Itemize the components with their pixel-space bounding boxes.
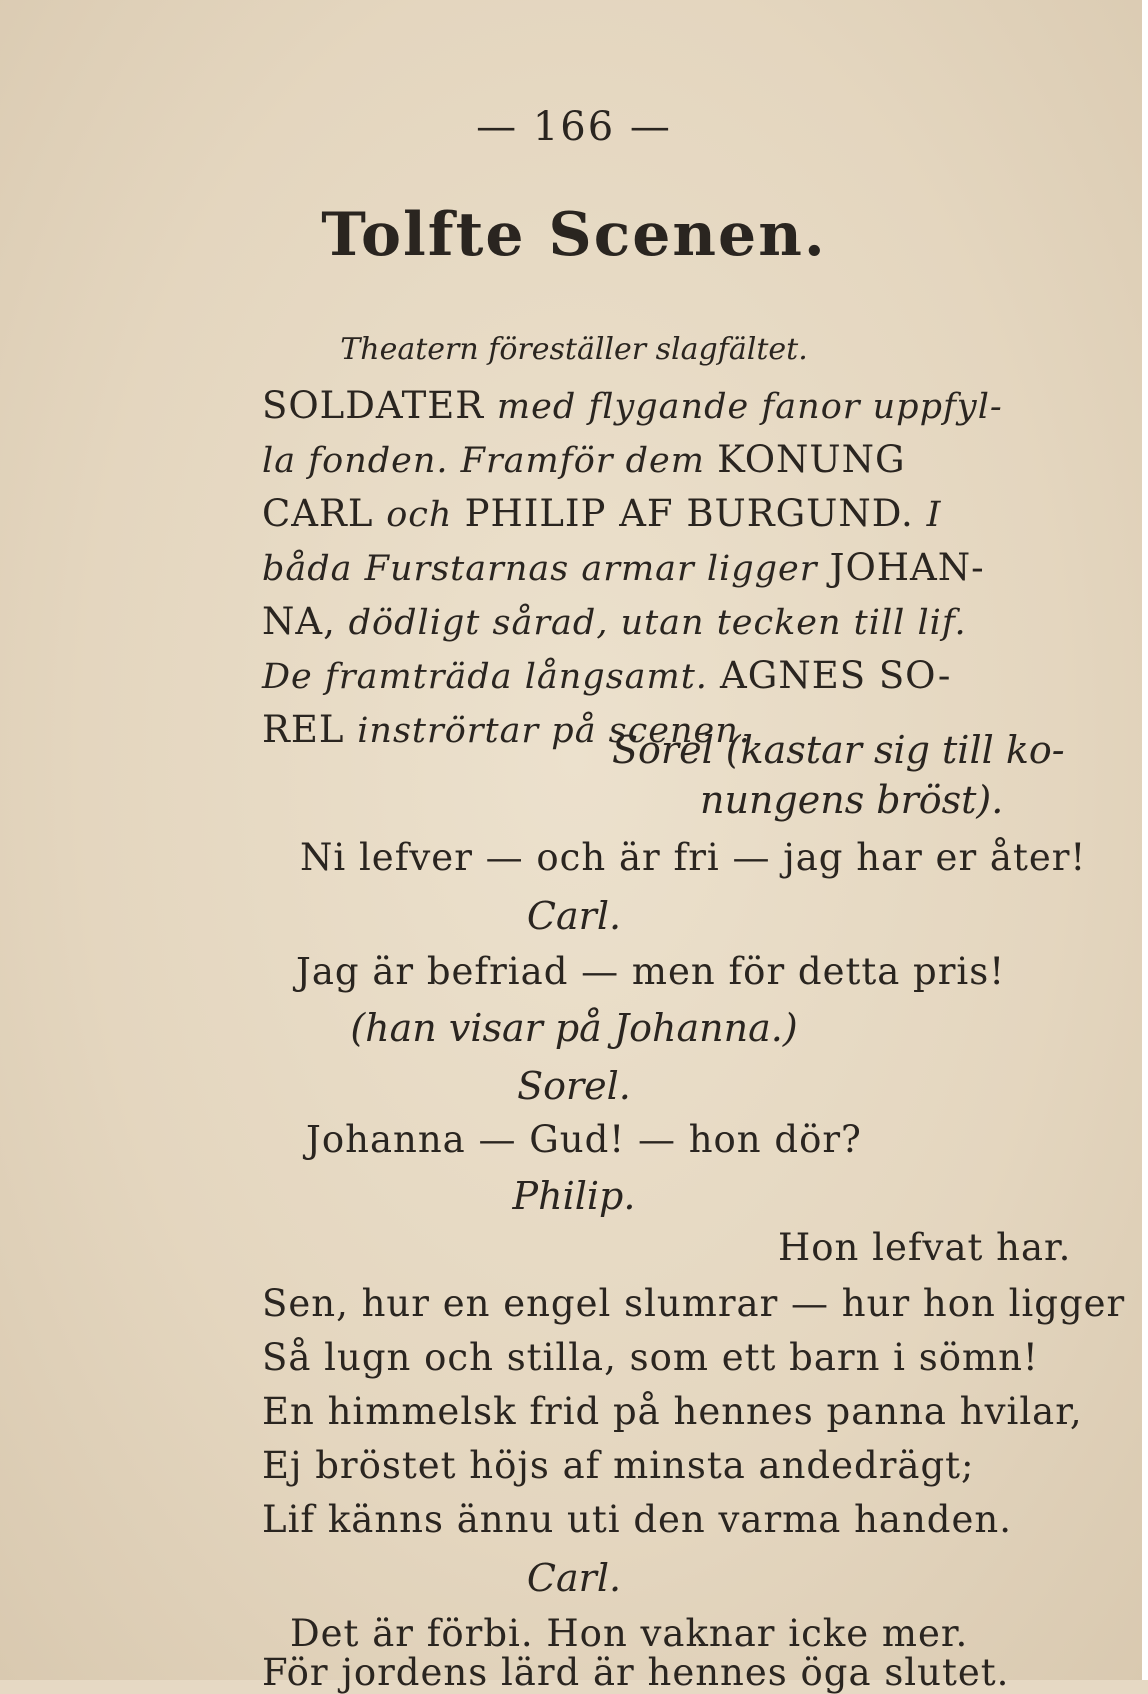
roman-run: CARL <box>262 492 387 535</box>
italic-run: inströrtar på scenen. <box>357 711 751 751</box>
verse-line: Ni lefver — och är fri — jag har er åter! <box>300 836 1087 879</box>
stage-direction-line <box>262 384 1003 427</box>
italic-run: dödligt sårad, utan tecken till lif. <box>348 603 967 643</box>
speaker-cue-sorel: Sorel (kastar sig till ko- <box>612 728 1065 772</box>
italic-run: De framträda långsamt. <box>262 657 721 697</box>
stage-direction-line <box>262 492 941 535</box>
roman-run: AGNES SO- <box>720 654 952 697</box>
verse-line: Jag är befriad — men för detta pris! <box>296 950 1006 993</box>
roman-run: NA, <box>262 600 349 643</box>
italic-run: la fonden. Framför dem <box>262 441 718 481</box>
italic-run: I <box>926 495 942 535</box>
stage-direction-line <box>262 546 985 589</box>
italic-run: med flygande fanor uppfyl- <box>496 387 1003 427</box>
italic-run: och <box>386 495 465 535</box>
verse-line: Johanna — Gud! — hon dör? <box>306 1118 862 1161</box>
scene-setting: Theatern föreställer slagfältet. <box>340 332 808 367</box>
stage-direction-carl: (han visar på Johanna.) <box>350 1006 798 1050</box>
stage-direction-line <box>262 600 967 643</box>
roman-run: JOHAN- <box>829 546 985 589</box>
italic-run: båda Furstarnas armar ligger <box>262 549 830 589</box>
roman-run: KONUNG <box>717 438 906 481</box>
roman-run: SOLDATER <box>262 384 497 427</box>
roman-run: REL <box>262 708 358 751</box>
verse-line: En himmelsk frid på hennes panna hvilar, <box>262 1390 1083 1433</box>
stage-direction-line <box>262 438 906 481</box>
scene-title: Tolfte Scenen. <box>321 200 827 270</box>
verse-line: Ej bröstet höjs af minsta andedrägt; <box>262 1444 975 1487</box>
roman-run: PHILIP AF BURGUND. <box>464 492 927 535</box>
page-number: — 166 — <box>476 104 672 150</box>
speaker-sorel: Sorel. <box>517 1064 631 1108</box>
stage-direction-line <box>262 654 951 697</box>
speaker-carl: Carl. <box>526 894 622 938</box>
verse-line: Så lugn och stilla, som ett barn i sömn! <box>262 1336 1039 1379</box>
speaker-philip: Philip. <box>512 1174 636 1218</box>
speaker-carl: Carl. <box>526 1556 622 1600</box>
verse-line: Lif känns ännu uti den varma handen. <box>262 1498 1012 1541</box>
verse-line: Det är förbi. Hon vaknar icke mer. <box>290 1612 969 1655</box>
speaker-cue-sorel-cont: nungens bröst). <box>700 778 1004 822</box>
verse-line: För jordens lärd är hennes öga slutet. <box>262 1651 1010 1694</box>
verse-line: Hon lefvat har. <box>778 1226 1072 1269</box>
verse-line: Sen, hur en engel slumrar — hur hon ligger <box>262 1282 1126 1325</box>
